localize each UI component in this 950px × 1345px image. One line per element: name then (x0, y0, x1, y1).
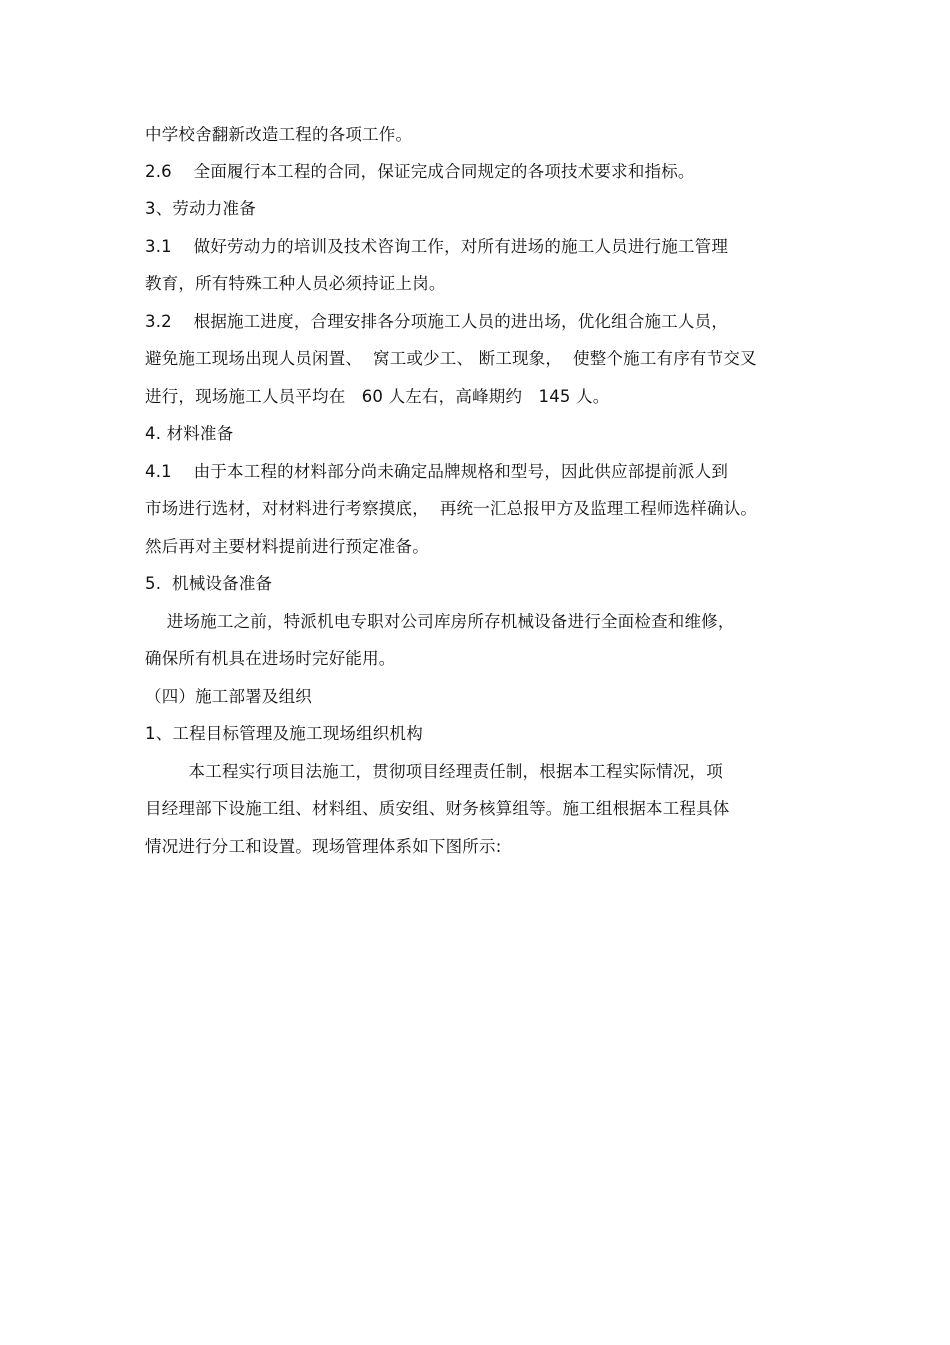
section-heading: 3、劳动力准备 (145, 199, 256, 218)
text-line: 避免施工现场出现人员闲置、 窝工或少工、 断工现象， 使整个施工有序有节交叉 (145, 349, 757, 368)
text-line: 情况进行分工和设置。现场管理体系如下图所示: (145, 837, 502, 856)
text-line: 进场施工之前，特派机电专职对公司库房所存机械设备进行全面检查和维修， (145, 612, 735, 631)
text-line: 教育，所有特殊工种人员必须持证上岗。 (145, 274, 446, 293)
section-heading: 1、工程目标管理及施工现场组织机构 (145, 724, 423, 743)
text-line: 本工程实行项目法施工，贯彻项目经理责任制，根据本工程实际情况，项 (145, 762, 723, 781)
section-heading: 4. 材料准备 (145, 424, 234, 443)
text-line: 3.1 做好劳动力的培训及技术咨询工作，对所有进场的施工人员进行施工管理 (145, 237, 729, 256)
text-line: 然后再对主要材料提前进行预定准备。 (145, 537, 429, 556)
text-line: 确保所有机具在进场时完好能用。 (145, 649, 396, 668)
text-line: 4.1 由于本工程的材料部分尚未确定品牌规格和型号，因此供应部提前派人到 (145, 462, 729, 481)
text-line: 中学校舍翻新改造工程的各项工作。 (145, 125, 413, 144)
text-line: 市场进行选材，对材料进行考察摸底， 再统一汇总报甲方及监理工程师选样确认。 (145, 499, 758, 518)
text-line: 3.2 根据施工进度，合理安排各分项施工人员的进出场，优化组合施工人员， (145, 312, 729, 331)
text-line: 2.6 全面履行本工程的合同，保证完成合同规定的各项技术要求和指标。 (145, 162, 695, 181)
text-line: 目经理部下设施工组、材料组、质安组、财务核算组等。施工组根据本工程具体 (145, 799, 730, 818)
section-heading: （四）施工部署及组织 (145, 687, 312, 706)
section-heading: 5. 机械设备准备 (145, 574, 273, 593)
text-line: 进行，现场施工人员平均在 60 人左右，高峰期约 145 人。 (145, 387, 610, 406)
